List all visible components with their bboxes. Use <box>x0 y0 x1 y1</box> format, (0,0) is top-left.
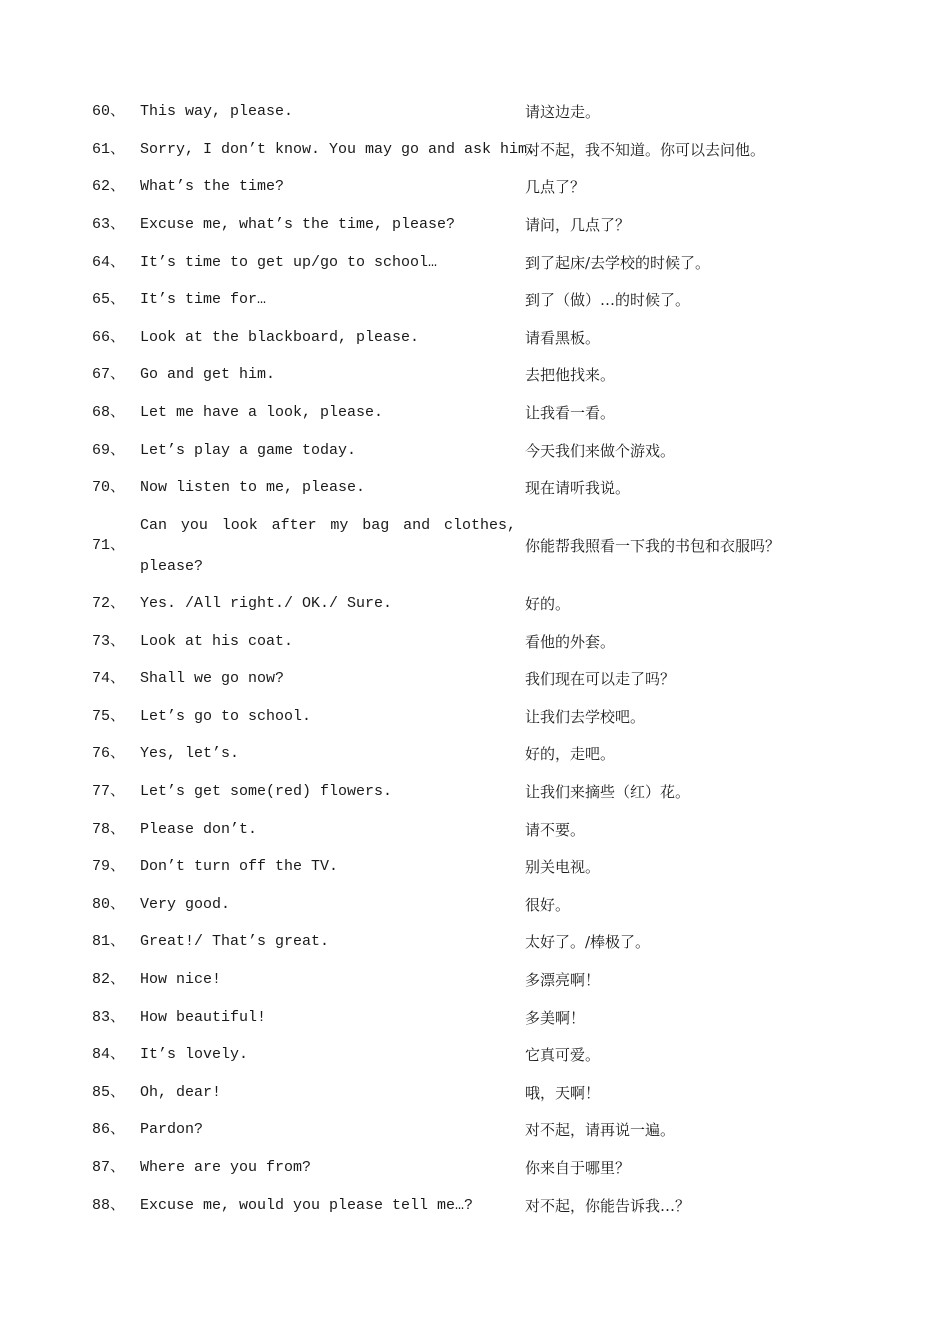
chinese-translation: 去把他找来。 <box>525 366 616 384</box>
row-number: 66、 <box>92 329 126 346</box>
english-phrase: It’s time to get up/go to school… <box>140 254 438 271</box>
english-phrase: Can you look after my bag and clothes, please? <box>140 517 516 575</box>
row-number: 83、 <box>92 1009 126 1026</box>
chinese-translation: 对不起，我不知道。你可以去问他。 <box>525 141 766 159</box>
chinese-translation: 到了起床/去学校的时候了。 <box>525 254 711 272</box>
row-number: 82、 <box>92 971 126 988</box>
english-phrase: Shall we go now? <box>140 670 285 687</box>
row-number: 73、 <box>92 633 126 650</box>
row-number: 71、 <box>92 537 126 554</box>
english-phrase: What’s the time? <box>140 178 285 195</box>
row-number: 76、 <box>92 745 126 762</box>
chinese-translation: 好的，走吧。 <box>525 745 616 763</box>
english-phrase: How beautiful! <box>140 1009 267 1026</box>
chinese-translation: 多美啊！ <box>525 1009 586 1027</box>
row-number: 84、 <box>92 1046 126 1063</box>
english-phrase: Yes, let’s. <box>140 745 240 762</box>
row-number: 86、 <box>92 1121 126 1138</box>
row-number: 63、 <box>92 216 126 233</box>
english-phrase: Look at his coat. <box>140 633 294 650</box>
chinese-translation: 让我们去学校吧。 <box>525 708 646 726</box>
row-number: 67、 <box>92 366 126 383</box>
row-number: 64、 <box>92 254 126 271</box>
row-number: 79、 <box>92 858 126 875</box>
row-number: 78、 <box>92 821 126 838</box>
chinese-translation: 现在请听我说。 <box>525 479 631 497</box>
chinese-translation: 别关电视。 <box>525 858 601 876</box>
row-number: 75、 <box>92 708 126 725</box>
chinese-translation: 它真可爱。 <box>525 1046 601 1064</box>
chinese-translation: 看他的外套。 <box>525 633 616 651</box>
chinese-translation: 很好。 <box>525 896 571 914</box>
chinese-translation: 请问，几点了？ <box>525 216 631 234</box>
row-number: 69、 <box>92 442 126 459</box>
english-phrase: Let me have a look, please. <box>140 404 384 421</box>
english-phrase: Yes. /All right./ OK./ Sure. <box>140 595 393 612</box>
english-phrase: Let’s go to school. <box>140 708 312 725</box>
chinese-translation: 让我看一看。 <box>525 404 616 422</box>
english-phrase: Sorry, I don’t know. You may go and ask him. <box>140 141 537 158</box>
row-number: 77、 <box>92 783 126 800</box>
english-phrase: Excuse me, would you please tell me…? <box>140 1197 474 1214</box>
chinese-translation: 你能帮我照看一下我的书包和衣服吗？ <box>525 537 781 555</box>
row-number: 62、 <box>92 178 126 195</box>
english-phrase: How nice! <box>140 971 222 988</box>
row-number: 60、 <box>92 103 126 120</box>
row-number: 87、 <box>92 1159 126 1176</box>
chinese-translation: 今天我们来做个游戏。 <box>525 442 676 460</box>
row-number: 80、 <box>92 896 126 913</box>
row-number: 65、 <box>92 291 126 308</box>
english-phrase: It’s lovely. <box>140 1046 249 1063</box>
chinese-translation: 太好了。/棒极了。 <box>525 933 651 951</box>
english-phrase: Don’t turn off the TV. <box>140 858 339 875</box>
chinese-translation: 让我们来摘些（红）花。 <box>525 783 691 801</box>
phrase-row <box>0 505 950 587</box>
chinese-translation: 对不起，请再说一遍。 <box>525 1121 676 1139</box>
row-number: 72、 <box>92 595 126 612</box>
english-phrase: Please don’t. <box>140 821 258 838</box>
english-phrase: Very good. <box>140 896 231 913</box>
english-phrase: Pardon? <box>140 1121 204 1138</box>
row-number: 61、 <box>92 141 126 158</box>
row-number: 74、 <box>92 670 126 687</box>
english-phrase: Let’s play a game today. <box>140 442 357 459</box>
chinese-translation: 几点了？ <box>525 178 586 196</box>
english-phrase: Excuse me, what’s the time, please? <box>140 216 456 233</box>
english-phrase: Go and get him. <box>140 366 276 383</box>
english-phrase: Look at the blackboard, please. <box>140 329 420 346</box>
row-number: 68、 <box>92 404 126 421</box>
english-phrase: This way, please. <box>140 103 294 120</box>
chinese-translation: 请看黑板。 <box>525 329 601 347</box>
chinese-translation: 到了（做）…的时候了。 <box>525 291 691 309</box>
chinese-translation: 我们现在可以走了吗？ <box>525 670 676 688</box>
chinese-translation: 对不起，你能告诉我…？ <box>525 1197 691 1215</box>
chinese-translation: 请这边走。 <box>525 103 601 121</box>
row-number: 85、 <box>92 1084 126 1101</box>
row-number: 70、 <box>92 479 126 496</box>
english-phrase: Where are you from? <box>140 1159 312 1176</box>
chinese-translation: 请不要。 <box>525 821 586 839</box>
row-number: 88、 <box>92 1197 126 1214</box>
chinese-translation: 多漂亮啊！ <box>525 971 601 989</box>
english-phrase: It’s time for… <box>140 291 267 308</box>
chinese-translation: 你来自于哪里？ <box>525 1159 631 1177</box>
english-phrase: Now listen to me, please. <box>140 479 366 496</box>
english-phrase: Let’s get some(red) flowers. <box>140 783 393 800</box>
row-number: 81、 <box>92 933 126 950</box>
chinese-translation: 哦，天啊！ <box>525 1084 601 1102</box>
english-phrase: Great!/ That’s great. <box>140 933 330 950</box>
english-phrase: Oh, dear! <box>140 1084 222 1101</box>
chinese-translation: 好的。 <box>525 595 571 613</box>
